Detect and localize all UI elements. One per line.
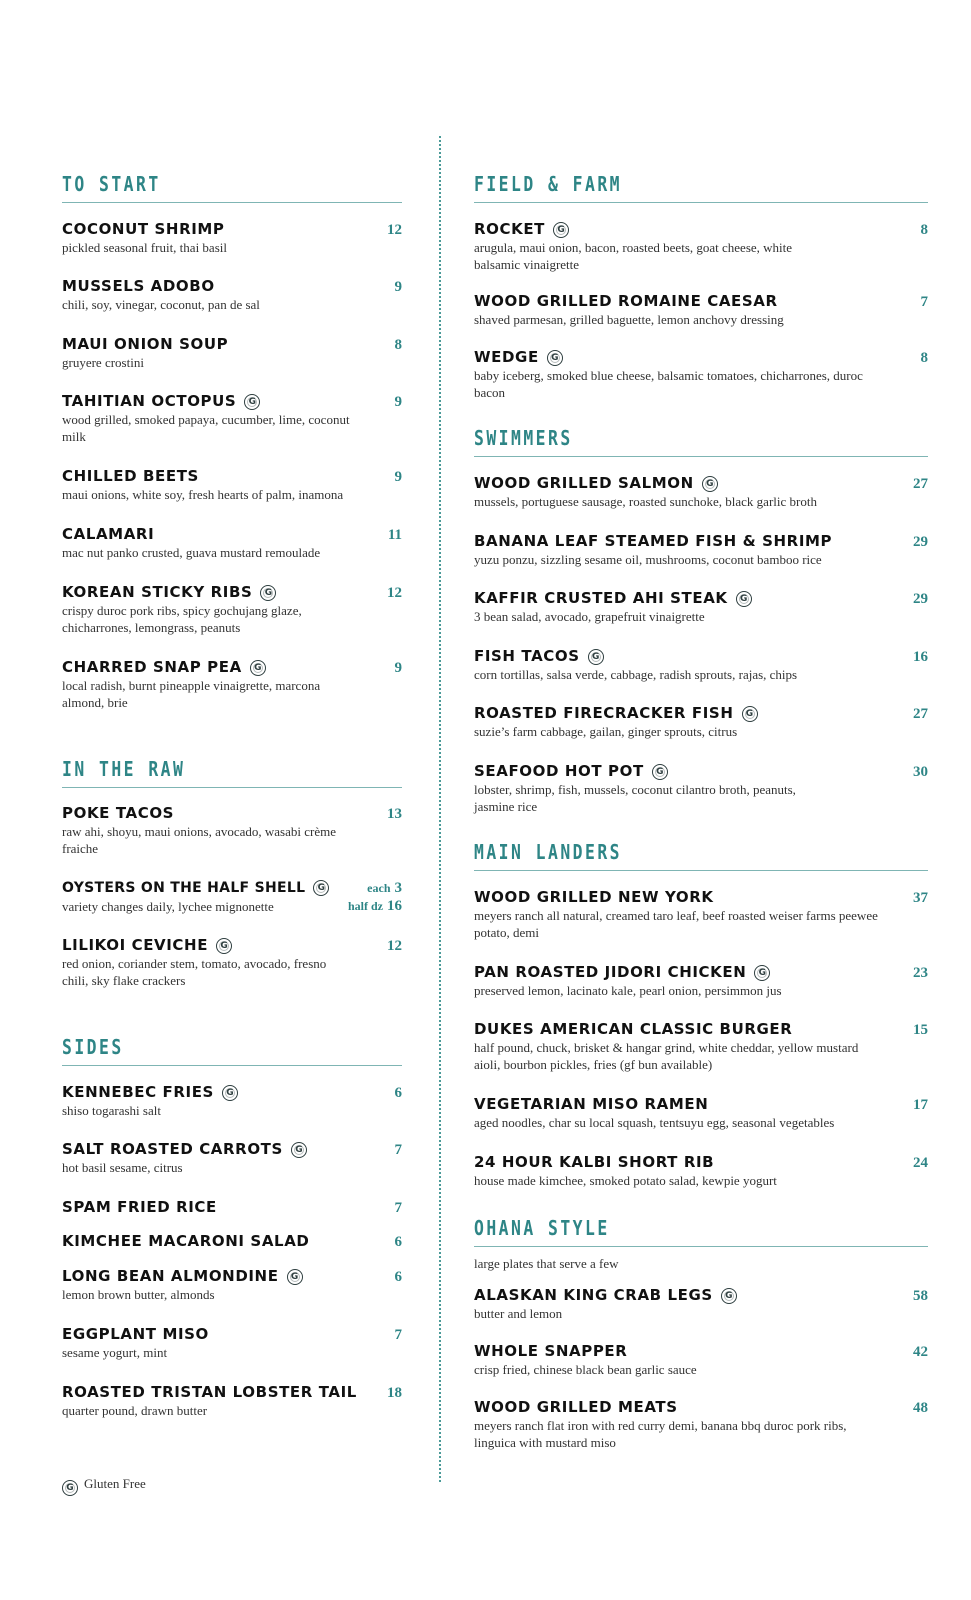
gluten-free-legend (62, 1476, 146, 1496)
section-rule (474, 202, 928, 203)
item-name: SEAFOOD HOT POT (474, 762, 644, 780)
item-description: maui onions, white soy, fresh hearts of palm, inamona (62, 487, 344, 502)
item-name: OYSTERS ON THE HALF SHELL (62, 880, 306, 896)
menu-item (474, 1019, 928, 1073)
gluten-free-icon: G (736, 591, 752, 607)
item-description: quarter pound, drawn butter (62, 1403, 208, 1418)
menu-item (62, 878, 402, 915)
item-price: 7 (394, 1327, 402, 1343)
item-description: suzie’s farm cabbage, gailan, ginger sprouts, citrus (474, 724, 738, 739)
menu-item (474, 291, 928, 328)
price-half-dozen (348, 897, 402, 915)
item-name: ROCKET (474, 220, 546, 238)
gluten-free-icon: G (547, 350, 563, 366)
menu-item (62, 334, 402, 371)
item-price: 16 (913, 649, 928, 665)
section-rule (62, 1065, 402, 1066)
menu-item (62, 466, 402, 503)
item-price: 6 (394, 1234, 402, 1250)
item-name: BANANA LEAF STEAMED FISH & SHRIMP (474, 532, 833, 550)
item-price: 9 (394, 660, 402, 676)
gluten-free-icon: G (553, 222, 569, 238)
section-field-farm (474, 172, 928, 196)
section-title: MAIN LANDERS (474, 840, 623, 864)
menu-item (474, 703, 928, 740)
item-description: shiso togarashi salt (62, 1103, 161, 1118)
item-name: KENNEBEC FRIES (62, 1083, 214, 1101)
item-description: mac nut panko crusted, guava mustard remoulade (62, 545, 321, 560)
menu-item (474, 347, 928, 401)
menu-item (62, 219, 402, 256)
gluten-free-icon: G (287, 1269, 303, 1285)
item-price: 18 (387, 1385, 402, 1401)
item-description: lemon brown butter, almonds (62, 1287, 215, 1302)
item-description: shaved parmesan, grilled baguette, lemon anchovy dressing (474, 312, 784, 327)
item-price: 11 (387, 527, 402, 543)
item-name: WOOD GRILLED MEATS (474, 1398, 678, 1416)
item-name: COCONUT SHRIMP (62, 220, 225, 238)
menu-item (62, 935, 402, 989)
item-price: 9 (394, 394, 402, 410)
section-title: IN THE RAW (62, 757, 186, 781)
item-price: 8 (920, 350, 928, 366)
item-price: 23 (913, 965, 928, 981)
section-to-start (62, 172, 402, 196)
menu-item (474, 962, 928, 999)
item-name: CALAMARI (62, 525, 155, 543)
section-main-landers (474, 840, 928, 864)
item-description: chili, soy, vinegar, coconut, pan de sal (62, 297, 260, 312)
price-half-label: half dz (347, 899, 383, 913)
item-description: sesame yogurt, mint (62, 1345, 168, 1360)
item-name: LILIKOI CEVICHE (62, 936, 209, 954)
item-description: crisp fried, chinese black bean garlic sauce (474, 1362, 697, 1377)
menu-item (62, 1324, 402, 1361)
item-description: corn tortillas, salsa verde, cabbage, radish sprouts, rajas, chips (474, 667, 798, 682)
item-price: 15 (913, 1022, 928, 1038)
item-name: SPAM FRIED RICE (62, 1198, 217, 1216)
section-rule (474, 456, 928, 457)
menu-item (62, 1382, 402, 1419)
gluten-free-icon: G (216, 938, 232, 954)
item-price: 17 (913, 1097, 928, 1113)
menu-item (474, 588, 928, 625)
section-sides (62, 1035, 402, 1059)
item-description: pickled seasonal fruit, thai basil (62, 240, 227, 255)
gluten-free-icon: G (250, 660, 266, 676)
item-name: TAHITIAN OCTOPUS (62, 392, 237, 410)
menu-item (474, 219, 928, 273)
gluten-free-icon: G (291, 1142, 307, 1158)
item-name: WOOD GRILLED ROMAINE CAESAR (474, 292, 778, 310)
item-name: EGGPLANT MISO (62, 1325, 209, 1343)
menu-item (474, 646, 928, 683)
item-name: PAN ROASTED JIDORI CHICKEN (474, 963, 747, 981)
item-price: 12 (387, 585, 402, 601)
item-description: baby iceberg, smoked blue cheese, balsamic tomatoes, chicharrones, duroc bacon (474, 368, 863, 400)
item-name: KOREAN STICKY RIBS (62, 583, 253, 601)
item-description: house made kimchee, smoked potato salad, kewpie yogurt (474, 1173, 777, 1188)
item-name: WOOD GRILLED SALMON (474, 474, 694, 492)
item-description: meyers ranch all natural, creamed taro leaf, beef roasted weiser farms peewee potato, demi (474, 908, 878, 940)
section-title: FIELD & FARM (474, 172, 623, 196)
menu-item (62, 582, 402, 636)
item-price: 42 (913, 1344, 928, 1360)
item-name: MAUI ONION SOUP (62, 335, 229, 353)
item-price: 24 (913, 1155, 928, 1171)
menu-item (474, 1341, 928, 1378)
menu-item (62, 1082, 402, 1119)
section-in-the-raw (62, 757, 402, 781)
menu-item (474, 1152, 928, 1189)
item-description: red onion, coriander stem, tomato, avocado, fresno chili, sky flake crackers (62, 956, 327, 988)
gluten-free-icon: G (742, 706, 758, 722)
item-price: 6 (394, 1269, 402, 1285)
item-description: half pound, chuck, brisket & hangar grind, white cheddar, yellow mustard aioli, bourbon pickles, fries (gf bun available) (474, 1040, 859, 1072)
item-name: LONG BEAN ALMONDINE (62, 1267, 279, 1285)
item-description: preserved lemon, lacinato kale, pearl onion, persimmon jus (474, 983, 782, 998)
section-rule (474, 870, 928, 871)
gluten-free-icon: G (652, 764, 668, 780)
item-description: variety changes daily, lychee mignonette (62, 899, 274, 914)
item-description: wood grilled, smoked papaya, cucumber, lime, coconut milk (62, 412, 350, 444)
gluten-free-icon: G (62, 1480, 78, 1496)
item-description: hot basil sesame, citrus (62, 1160, 183, 1175)
item-price: 27 (913, 706, 928, 722)
menu-item (474, 887, 928, 941)
item-price: 7 (394, 1200, 402, 1216)
item-description: gruyere crostini (62, 355, 144, 370)
item-price: 7 (394, 1142, 402, 1158)
item-name: WEDGE (474, 348, 539, 366)
menu-item (62, 1266, 402, 1303)
section-rule (474, 1246, 928, 1247)
item-name: ROASTED FIRECRACKER FISH (474, 704, 734, 722)
gluten-free-icon: G (702, 476, 718, 492)
gluten-free-icon: G (222, 1085, 238, 1101)
item-description: butter and lemon (474, 1306, 563, 1321)
section-swimmers (474, 426, 928, 450)
gluten-free-icon: G (244, 394, 260, 410)
item-name: 24 HOUR KALBI SHORT RIB (474, 1153, 715, 1171)
item-name: SALT ROASTED CARROTS (62, 1140, 283, 1158)
item-description: crispy duroc pork ribs, spicy gochujang glaze, chicharrones, lemongrass, peanuts (62, 603, 302, 635)
item-price: 30 (913, 764, 928, 780)
item-price: 29 (913, 534, 928, 550)
item-price: 13 (387, 806, 402, 822)
item-description: yuzu ponzu, sizzling sesame oil, mushrooms, coconut bamboo rice (474, 552, 822, 567)
menu-item (474, 473, 928, 510)
item-description: 3 bean salad, avocado, grapefruit vinaigrette (474, 609, 705, 624)
menu-item (474, 1094, 928, 1131)
menu-item (62, 1197, 402, 1217)
menu-item (474, 1285, 928, 1322)
price-half-value: 16 (387, 898, 402, 914)
item-price: 27 (913, 476, 928, 492)
item-price: 12 (387, 938, 402, 954)
gluten-free-icon: G (260, 585, 276, 601)
section-ohana-style (474, 1216, 928, 1271)
menu-item (62, 391, 402, 445)
item-name: ALASKAN KING CRAB LEGS (474, 1286, 713, 1304)
menu-item (62, 276, 402, 313)
menu-item (62, 1231, 402, 1251)
gluten-free-icon: G (588, 649, 604, 665)
item-price: 9 (394, 469, 402, 485)
item-price: 6 (394, 1085, 402, 1101)
item-name: KIMCHEE MACARONI SALAD (62, 1232, 310, 1250)
item-description: lobster, shrimp, fish, mussels, coconut cilantro broth, peanuts, jasmine rice (474, 782, 796, 814)
menu-item (474, 761, 928, 815)
item-description: meyers ranch flat iron with red curry demi, banana bbq duroc pork ribs, linguica with mustard miso (474, 1418, 847, 1450)
item-price: 48 (913, 1400, 928, 1416)
price-each-label: each (367, 881, 391, 895)
gluten-free-icon: G (313, 880, 329, 896)
section-title: OHANA STYLE (474, 1216, 610, 1240)
item-description: raw ahi, shoyu, maui onions, avocado, wasabi crème fraiche (62, 824, 337, 856)
section-title: SWIMMERS (474, 426, 573, 450)
item-name: WOOD GRILLED NEW YORK (474, 888, 714, 906)
item-name: WHOLE SNAPPER (474, 1342, 628, 1360)
item-name: CHARRED SNAP PEA (62, 658, 242, 676)
menu-item (62, 524, 402, 561)
section-rule (62, 202, 402, 203)
gluten-free-icon: G (721, 1288, 737, 1304)
column-divider (439, 136, 441, 1482)
item-name: ROASTED TRISTAN LOBSTER TAIL (62, 1383, 357, 1401)
price-each-value: 3 (394, 880, 402, 896)
item-description: local radish, burnt pineapple vinaigrette, marcona almond, brie (62, 678, 321, 710)
item-description: aged noodles, char su local squash, tentsuyu egg, seasonal vegetables (474, 1115, 835, 1130)
item-name: KAFFIR CRUSTED AHI STEAK (474, 589, 728, 607)
menu-item (474, 1397, 928, 1451)
section-note: large plates that serve a few (474, 1256, 619, 1271)
legend-label: Gluten Free (84, 1476, 146, 1491)
item-price: 29 (913, 591, 928, 607)
item-price: 7 (920, 294, 928, 310)
menu-item (62, 1139, 402, 1176)
item-name: VEGETARIAN MISO RAMEN (474, 1095, 709, 1113)
menu-item (62, 803, 402, 857)
section-title: TO START (62, 172, 161, 196)
menu-item (474, 531, 928, 568)
item-name: POKE TACOS (62, 804, 175, 822)
item-price: 58 (913, 1288, 928, 1304)
item-description: mussels, portuguese sausage, roasted sunchoke, black garlic broth (474, 494, 817, 509)
section-rule (62, 787, 402, 788)
item-name: DUKES AMERICAN CLASSIC BURGER (474, 1020, 793, 1038)
item-price: 37 (913, 890, 928, 906)
price-each (367, 879, 402, 897)
gluten-free-icon: G (754, 965, 770, 981)
item-price: 12 (387, 222, 402, 238)
item-price: 9 (394, 279, 402, 295)
section-title: SIDES (62, 1035, 124, 1059)
item-name: MUSSELS ADOBO (62, 277, 215, 295)
item-price: 8 (920, 222, 928, 238)
item-price: 8 (394, 337, 402, 353)
item-description: arugula, maui onion, bacon, roasted beets, goat cheese, white balsamic vinaigrette (474, 240, 793, 272)
item-name: FISH TACOS (474, 647, 580, 665)
menu-item (62, 657, 402, 711)
item-name: CHILLED BEETS (62, 467, 199, 485)
